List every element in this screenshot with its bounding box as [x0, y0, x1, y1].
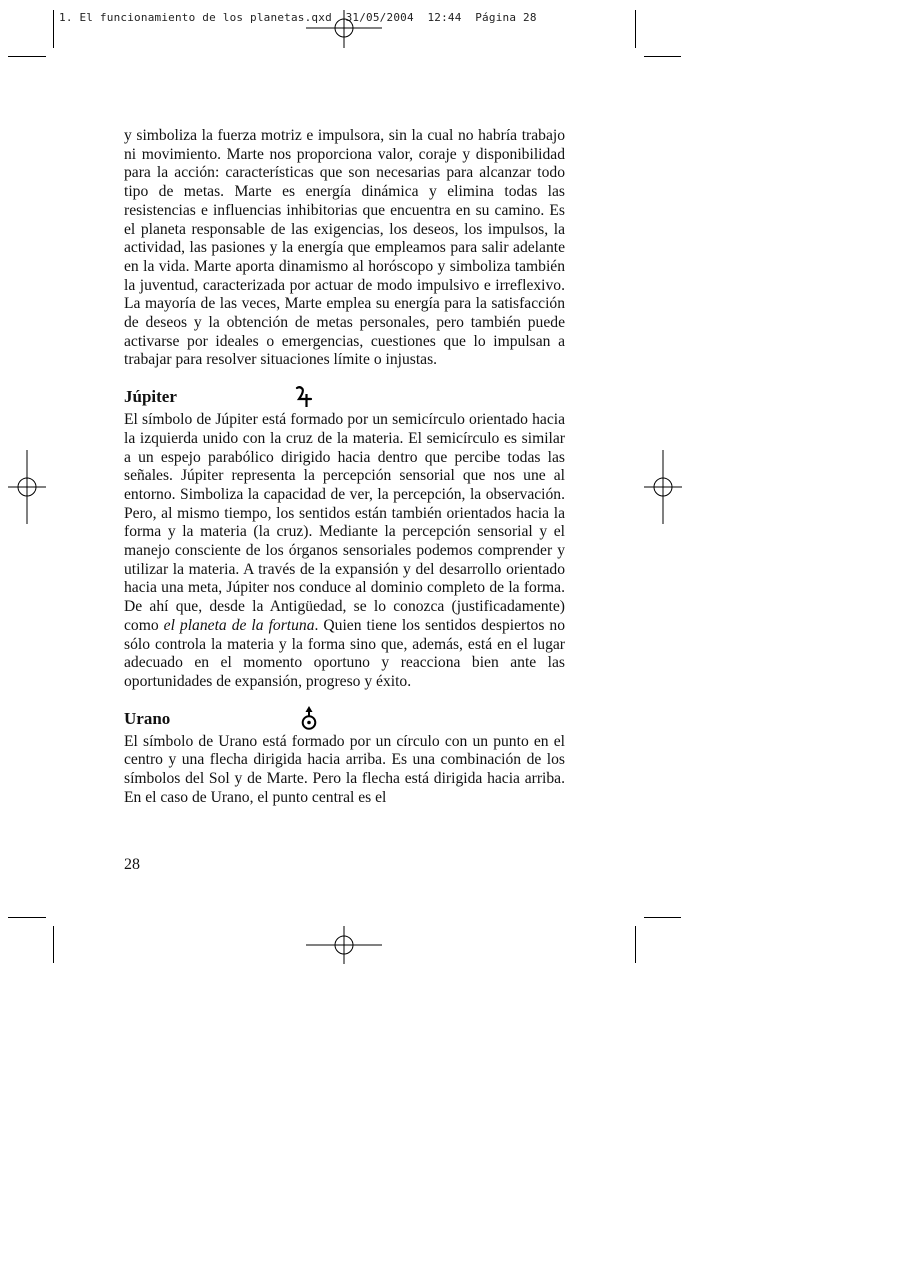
- jupiter-paragraph: [124, 411, 565, 692]
- crop-mark-top-right-vertical: [635, 10, 636, 48]
- crop-mark-top-left-vertical: [53, 10, 54, 48]
- jupiter-section: [124, 385, 565, 692]
- registration-mark-top: [306, 10, 382, 48]
- jupiter-heading: [124, 385, 565, 411]
- jupiter-text-end: . Quien tiene los sentidos despiertos no sólo controla la materia y la forma sino que, además, está en el lugar adecuado en el momento oportuno y reacciona bien ante las oportunidades de expansión, progreso y éxito.: [124, 616, 565, 690]
- urano-section: [124, 707, 565, 808]
- urano-title: Urano: [124, 708, 171, 728]
- crop-mark-bottom-right-horizontal: [644, 917, 681, 918]
- print-slug: [59, 11, 537, 24]
- jupiter-italic-phrase: el planeta de la fortuna: [163, 616, 315, 634]
- page-number: 28: [124, 856, 140, 873]
- registration-mark-bottom: [306, 926, 382, 964]
- urano-paragraph: El símbolo de Urano está formado por un círculo con un punto en el centro y una flecha dirigida hacia arriba. Es una combinación de los símbolos del Sol y de Marte. Pero la flecha está dirigida hacia arriba. En el caso de Urano, el punto central es el: [124, 732, 565, 806]
- crop-mark-bottom-right-vertical: [635, 926, 636, 963]
- registration-mark-right: [644, 450, 682, 524]
- crop-mark-bottom-left-vertical: [53, 926, 54, 963]
- crop-mark-bottom-left-horizontal: [8, 917, 46, 918]
- registration-mark-left: [8, 450, 46, 524]
- crop-mark-top-left-horizontal: [8, 56, 46, 57]
- intro-paragraph: y simboliza la fuerza motriz e impulsora, sin la cual no habría trabajo ni movimiento. Marte nos proporciona valor, coraje y disponibilidad para la acción: características que son necesarias para alcanzar todo tipo de metas. Marte es energía dinámica y elimina todas las resistencias e influencias inhibitorias que encuentra en su camino. Es el planeta responsable de las exigencias, los deseos, los impulsos, la actividad, las pasiones y la energía que empleamos para salir adelante en la vida. Marte aporta dinamismo al horóscopo y simboliza también la juventud, caracterizada por actuar de modo impulsivo e irreflexivo. La mayoría de las veces, Marte emplea su energía para la satisfacción de deseos y la obtención de metas personales, pero también puede activarse por ideales o emergencias, cuestiones que lo impulsan a trabajar para resolver situaciones límite o injustas.: [124, 127, 565, 369]
- jupiter-title: Júpiter: [124, 387, 177, 407]
- jupiter-text-start: El símbolo de Júpiter está formado por un semicírculo orientado hacia la izquierda unido con la cruz de la materia. El semicírculo es similar a un espejo parabólico dirigido hacia dentro que percibe todas las señales. Júpiter representa la percepción sensorial que nos une al entorno. Simboliza la capacidad de ver, la percepción, la observación. Pero, al mismo tiempo, los sentidos están también orientados hacia la forma y la materia (la cruz). Mediante la percepción sensorial y el manejo consciente de los órganos sensoriales podemos comprender y utilizar la materia. A través de la expansión y del desarrollo orientado hacia una meta, Júpiter nos conduce al dominio completo de la forma. De ahí que, desde la Antigüedad, se lo conozca (justificadamente) como: [124, 411, 565, 634]
- slug-page: Página 28: [475, 11, 537, 24]
- crop-mark-top-right-horizontal: [644, 56, 681, 57]
- slug-date: 31/05/2004: [345, 11, 414, 24]
- urano-heading: [124, 707, 565, 733]
- slug-filename: 1. El funcionamiento de los planetas.qxd: [59, 11, 332, 24]
- jupiter-symbol-icon: [294, 385, 314, 409]
- slug-time: 12:44: [427, 11, 462, 24]
- page-body: [124, 127, 565, 808]
- uranus-symbol-icon: [299, 705, 319, 731]
